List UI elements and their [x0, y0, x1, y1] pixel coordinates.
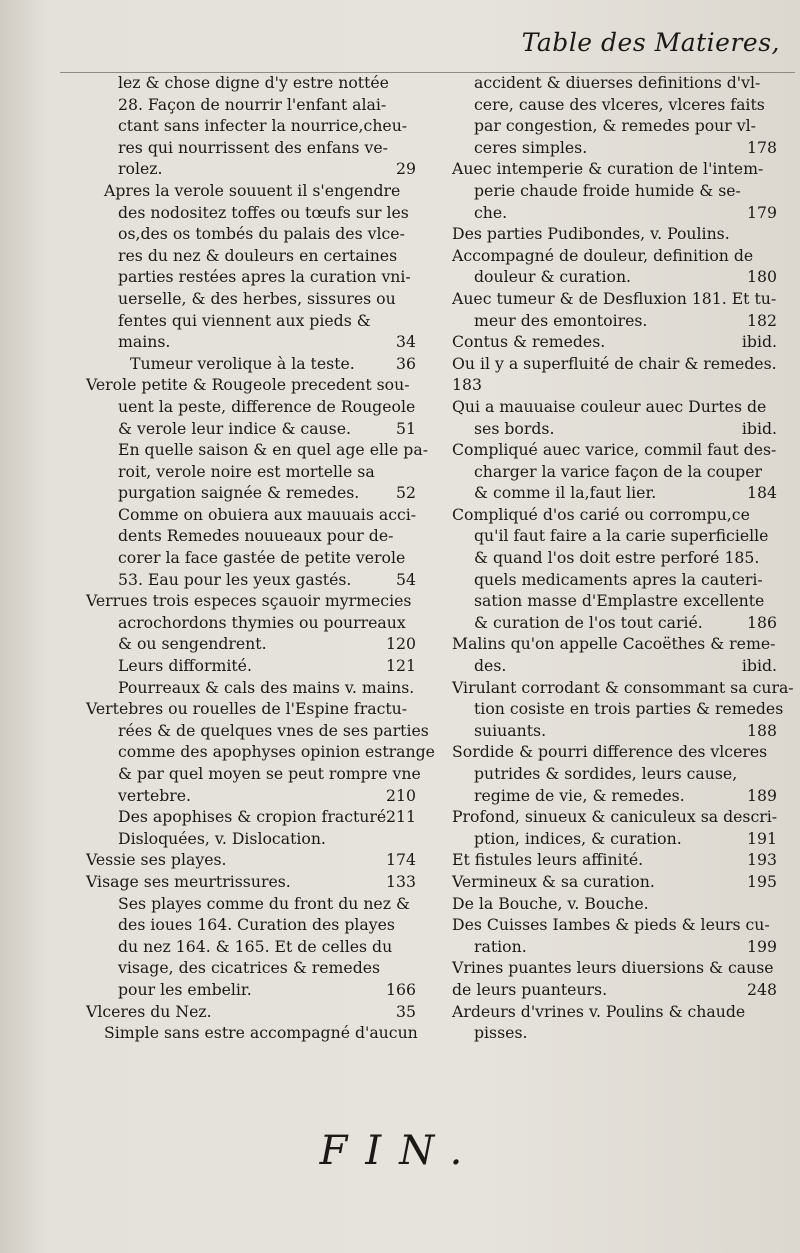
index-text: cere, cause des vlceres, vlceres faits: [474, 94, 765, 114]
index-line: [452, 741, 777, 763]
index-line: [452, 871, 777, 893]
index-entry: [86, 504, 416, 590]
index-text: Contus & remedes.: [452, 332, 606, 352]
index-line: [86, 785, 416, 807]
index-text: ctant sans infecter la nourrice,cheu-: [118, 116, 408, 136]
index-entry: [86, 828, 416, 850]
index-text: par congestion, & remedes pour vl-: [474, 116, 756, 136]
index-text: des.: [474, 656, 507, 676]
page-reference: 174: [386, 850, 416, 870]
index-text: pisses.: [474, 1023, 528, 1043]
page-reference: 248: [747, 979, 777, 999]
index-line: [86, 720, 429, 742]
index-line: [86, 763, 421, 785]
index-line: [452, 655, 777, 677]
index-text: quels medicaments apres la cauteri-: [474, 569, 763, 589]
index-entry: [452, 914, 777, 957]
index-line: [86, 418, 416, 440]
page-reference: 199: [747, 936, 777, 956]
index-entry: [86, 849, 416, 871]
index-text: rolez.: [118, 159, 163, 179]
index-text: comme des apophyses opinion estrange: [118, 742, 435, 762]
index-line: [452, 957, 777, 979]
index-text: visage, des cicatrices & remedes: [118, 958, 381, 978]
index-line: [86, 202, 416, 224]
page-reference: 36: [396, 353, 416, 373]
index-entry: [452, 849, 777, 871]
index-text: tion cosiste en trois parties & remedes: [474, 699, 784, 719]
index-text: Compliqué auec varice, commil faut des-: [452, 440, 777, 460]
index-text: Et fistules leurs affinité.: [452, 850, 644, 870]
index-line: [452, 418, 777, 440]
index-line: [86, 374, 416, 396]
index-line: [452, 698, 784, 720]
index-line: [452, 590, 777, 612]
index-entry: [86, 1022, 416, 1044]
index-column-left: [86, 72, 435, 1044]
index-line: [452, 331, 777, 353]
fin-mark: FIN.: [319, 1128, 481, 1174]
page-reference: 121: [386, 656, 416, 676]
index-entry: [452, 893, 777, 915]
index-text: lez & chose digne d'y estre nottée: [118, 73, 389, 92]
index-line: [86, 482, 416, 504]
index-text: ration.: [474, 936, 527, 956]
page-reference: 186: [747, 612, 777, 632]
index-entry: [452, 677, 794, 742]
index-line: [86, 331, 416, 353]
index-text: & quand l'os doit estre perforé 185.: [474, 548, 760, 568]
index-text: de leurs puanteurs.: [452, 979, 608, 999]
index-text: Des Cuisses Iambes & pieds & leurs cu-: [452, 915, 770, 935]
index-text: roit, verole noire est mortelle sa: [118, 461, 375, 481]
index-line: [86, 741, 435, 763]
index-entry: [86, 677, 416, 699]
index-text: Compliqué d'os carié ou corrompu,ce: [452, 504, 750, 524]
index-text: pour les embelir.: [118, 979, 252, 999]
index-line: [452, 547, 777, 569]
index-entry: [452, 957, 777, 1000]
index-text: Sordide & pourri difference des vlceres: [452, 742, 768, 762]
index-text: putrides & sordides, leurs cause,: [474, 764, 738, 783]
index-text: Ou il y a superfluité de chair & remedes.: [452, 353, 777, 373]
index-line: [452, 482, 777, 504]
page-reference: 120: [386, 634, 416, 654]
index-text: Comme on obuiera aux mauuais acci-: [118, 504, 417, 524]
index-line: [86, 158, 416, 180]
index-line: [452, 763, 777, 785]
page-reference: 133: [386, 871, 416, 891]
index-line: [86, 871, 416, 893]
index-line: [452, 202, 777, 224]
index-text: Ardeurs d'vrines v. Poulins & chaude: [452, 1001, 746, 1021]
index-entry: [452, 331, 777, 353]
index-entry: [86, 590, 416, 655]
index-entry: [86, 806, 416, 828]
index-entry: [86, 180, 416, 353]
index-entry: [86, 72, 416, 180]
index-text: des nodositez toffes ou tœufs sur les: [118, 202, 409, 222]
index-line: [86, 115, 416, 137]
page-reference: ibid.: [741, 656, 777, 676]
index-text: corer la face gastée de petite verole: [118, 548, 406, 568]
index-entry: [452, 871, 777, 893]
index-line: [86, 223, 416, 245]
index-text: accident & diuerses definitions d'vl-: [474, 73, 761, 92]
page-reference: 178: [747, 137, 777, 157]
index-entry: [86, 698, 435, 806]
index-entry: [86, 353, 416, 375]
index-line: [86, 547, 416, 569]
index-entry: [452, 439, 777, 504]
index-text: parties restées apres la curation vni-: [118, 267, 411, 287]
index-text: Virulant corrodant & consommant sa cura-: [452, 677, 794, 697]
index-line: [86, 310, 416, 332]
page-reference: 180: [747, 267, 777, 287]
index-line: [86, 677, 416, 699]
index-line: [86, 612, 416, 634]
index-text: Apres la verole souuent il s'engendre: [104, 180, 401, 200]
index-text: Vrines puantes leurs diuersions & cause: [452, 958, 774, 978]
index-entry: [86, 374, 416, 439]
page-reference: 191: [747, 828, 777, 848]
index-text: 28. Façon de nourrir l'enfant alai-: [118, 94, 387, 114]
index-entry: [86, 439, 428, 504]
index-text: Ses playes comme du front du nez &: [118, 893, 410, 913]
index-line: [452, 893, 777, 915]
index-text: Verole petite & Rougeole precedent sou-: [86, 375, 410, 395]
index-line: [86, 245, 416, 267]
index-entry: [452, 633, 777, 676]
index-line: [452, 612, 777, 634]
index-text: acrochordons thymies ou pourreaux: [118, 612, 406, 632]
index-line: [86, 137, 416, 159]
index-line: [452, 936, 777, 958]
index-entry: [452, 288, 777, 331]
index-line: [452, 979, 777, 1001]
index-entry: [452, 158, 777, 223]
index-line: [452, 525, 777, 547]
index-text: Verrues trois especes sçauoir myrmecies: [86, 591, 412, 611]
index-text: Vlceres du Nez.: [86, 1001, 212, 1021]
index-line: [452, 94, 777, 116]
page-reference: 188: [747, 720, 777, 740]
page-reference: 179: [747, 202, 777, 222]
index-line: [452, 785, 777, 807]
index-text: Simple sans estre accompagné d'aucun: [104, 1023, 418, 1043]
page-reference: 51: [396, 418, 416, 438]
index-text: Malins qu'on appelle Cacoëthes & reme-: [452, 634, 776, 654]
index-line: [452, 374, 777, 396]
index-line: [86, 655, 416, 677]
index-text: purgation saignée & remedes.: [118, 483, 360, 503]
index-line: [452, 569, 777, 591]
index-text: Des parties Pudibondes, v. Poulins.: [452, 224, 730, 244]
index-line: [86, 1022, 416, 1044]
index-entry: [86, 1001, 416, 1023]
page-reference: 52: [396, 483, 416, 503]
page-reference: 210: [386, 785, 416, 805]
page-reference: 54: [396, 569, 416, 589]
page-reference: 193: [747, 850, 777, 870]
index-entry: [452, 396, 777, 439]
index-text: rées & de quelques vnes de ses parties: [118, 720, 429, 740]
index-line: [86, 569, 416, 591]
index-line: [86, 439, 428, 461]
index-line: [452, 115, 777, 137]
index-line: [86, 1001, 416, 1023]
index-line: [86, 353, 416, 375]
index-line: [452, 806, 777, 828]
page-reference: 195: [747, 871, 777, 891]
index-text: 183: [452, 375, 482, 395]
page-reference: 211: [386, 807, 416, 827]
index-line: [86, 504, 416, 526]
index-line: [452, 288, 777, 310]
index-text: res du nez & douleurs en certaines: [118, 245, 398, 265]
index-text: Profond, sinueux & caniculeux sa descri-: [452, 807, 778, 827]
index-line: [452, 1001, 777, 1023]
index-text: des ioues 164. Curation des playes: [118, 915, 395, 935]
index-line: [452, 720, 777, 742]
index-line: [86, 633, 416, 655]
index-text: du nez 164. & 165. Et de celles du: [118, 936, 393, 956]
index-text: De la Bouche, v. Bouche.: [452, 893, 649, 913]
index-entry: [86, 893, 416, 1001]
index-entry: [452, 223, 777, 245]
index-text: Auec tumeur & de Desfluxion 181. Et tu-: [452, 288, 777, 308]
index-entry: [452, 72, 777, 158]
index-line: [86, 525, 416, 547]
index-text: uerselle, & des herbes, sissures ou: [118, 288, 396, 308]
index-line: [86, 180, 416, 202]
index-line: [86, 979, 416, 1001]
index-line: [452, 310, 777, 332]
index-line: [86, 828, 416, 850]
page-reference: 184: [747, 483, 777, 503]
index-line: [452, 266, 777, 288]
index-line: [452, 396, 777, 418]
index-entry: [86, 655, 416, 677]
index-line: [86, 914, 416, 936]
index-entry: [86, 871, 416, 893]
index-text: sation masse d'Emplastre excellente: [474, 591, 765, 611]
index-line: [86, 396, 416, 418]
index-entry: [452, 1001, 777, 1044]
index-text: Tumeur verolique à la teste.: [130, 353, 355, 373]
index-line: [86, 849, 416, 871]
index-text: Disloquées, v. Dislocation.: [118, 828, 326, 848]
index-text: ceres simples.: [474, 137, 588, 157]
page-reference: 29: [396, 159, 416, 179]
index-text: perie chaude froide humide & se-: [474, 180, 741, 200]
page-reference: 166: [386, 979, 416, 999]
index-text: Pourreaux & cals des mains v. mains.: [118, 677, 415, 697]
index-text: mains.: [118, 332, 171, 352]
index-line: [86, 806, 416, 828]
page-reference: 35: [396, 1001, 416, 1021]
index-text: Vermineux & sa curation.: [452, 871, 655, 891]
index-line: [452, 439, 777, 461]
index-text: & curation de l'os tout carié.: [474, 612, 703, 632]
index-text: & verole leur indice & cause.: [118, 418, 351, 438]
index-text: Des apophises & cropion fracturé.: [118, 807, 392, 827]
index-text: Visage ses meurtrissures.: [86, 871, 291, 891]
running-header: [0, 22, 800, 72]
index-entry: [452, 741, 777, 806]
page-reference: ibid.: [741, 418, 777, 438]
index-text: Accompagné de douleur, definition de: [452, 245, 754, 265]
index-text: douleur & curation.: [474, 267, 632, 287]
index-entry: [452, 504, 777, 634]
page-reference: ibid.: [741, 332, 777, 352]
index-line: [86, 893, 416, 915]
index-line: [452, 504, 777, 526]
index-entry: [452, 353, 777, 396]
index-line: [86, 94, 416, 116]
index-line: [452, 180, 777, 202]
index-text: fentes qui viennent aux pieds &: [118, 310, 371, 330]
index-line: [452, 72, 777, 94]
index-line: [86, 461, 416, 483]
index-text: Qui a mauuaise couleur auec Durtes de: [452, 396, 767, 416]
index-text: res qui nourrissent des enfans ve-: [118, 137, 388, 157]
index-text: Leurs difformité.: [118, 656, 252, 676]
index-line: [452, 1022, 777, 1044]
index-line: [452, 849, 777, 871]
index-line: [452, 158, 777, 180]
index-text: En quelle saison & en quel age elle pa-: [118, 440, 428, 460]
index-text: meur des emontoires.: [474, 310, 648, 330]
index-text: ption, indices, & curation.: [474, 828, 682, 848]
index-line: [452, 353, 777, 375]
index-line: [452, 223, 777, 245]
index-text: vertebre.: [118, 785, 192, 805]
index-line: [452, 828, 777, 850]
index-text: Auec intemperie & curation de l'intem-: [452, 159, 764, 179]
index-line: [452, 914, 777, 936]
index-line: [452, 245, 777, 267]
index-line: [86, 957, 416, 979]
page-reference: 182: [747, 310, 777, 330]
index-entry: [452, 245, 777, 288]
page-title: Table des Matieres,: [521, 28, 780, 57]
index-line: [452, 677, 794, 699]
index-entry: [452, 806, 777, 849]
page-reference: 34: [396, 332, 416, 352]
index-text: ses bords.: [474, 418, 555, 438]
index-line: [86, 72, 416, 94]
index-text: Vessie ses playes.: [86, 850, 227, 870]
index-line: [86, 288, 416, 310]
index-text: che.: [474, 202, 508, 222]
index-line: [452, 633, 777, 655]
index-line: [86, 590, 416, 612]
index-text: & par quel moyen se peut rompre vne: [118, 764, 421, 783]
index-text: uent la peste, difference de Rougeole: [118, 396, 416, 416]
index-text: os,des os tombés du palais des vlce-: [118, 224, 405, 244]
index-line: [452, 461, 777, 483]
index-text: qu'il faut faire a la carie superficielle: [474, 526, 769, 546]
index-line: [86, 936, 416, 958]
index-text: 53. Eau pour les yeux gastés.: [118, 569, 352, 589]
index-line: [452, 137, 777, 159]
index-text: & ou sengendrent.: [118, 634, 267, 654]
index-text: suiuants.: [474, 720, 547, 740]
index-line: [86, 266, 416, 288]
page-reference: 189: [747, 785, 777, 805]
index-line: [86, 698, 416, 720]
index-text: dents Remedes nouueaux pour de-: [118, 526, 394, 546]
index-column-right: [452, 72, 794, 1044]
index-text: Vertebres ou rouelles de l'Espine fractu-: [86, 699, 408, 719]
index-text: charger la varice façon de la couper: [474, 461, 763, 481]
index-text: & comme il la,faut lier.: [474, 483, 657, 503]
index-text: regime de vie, & remedes.: [474, 785, 685, 805]
